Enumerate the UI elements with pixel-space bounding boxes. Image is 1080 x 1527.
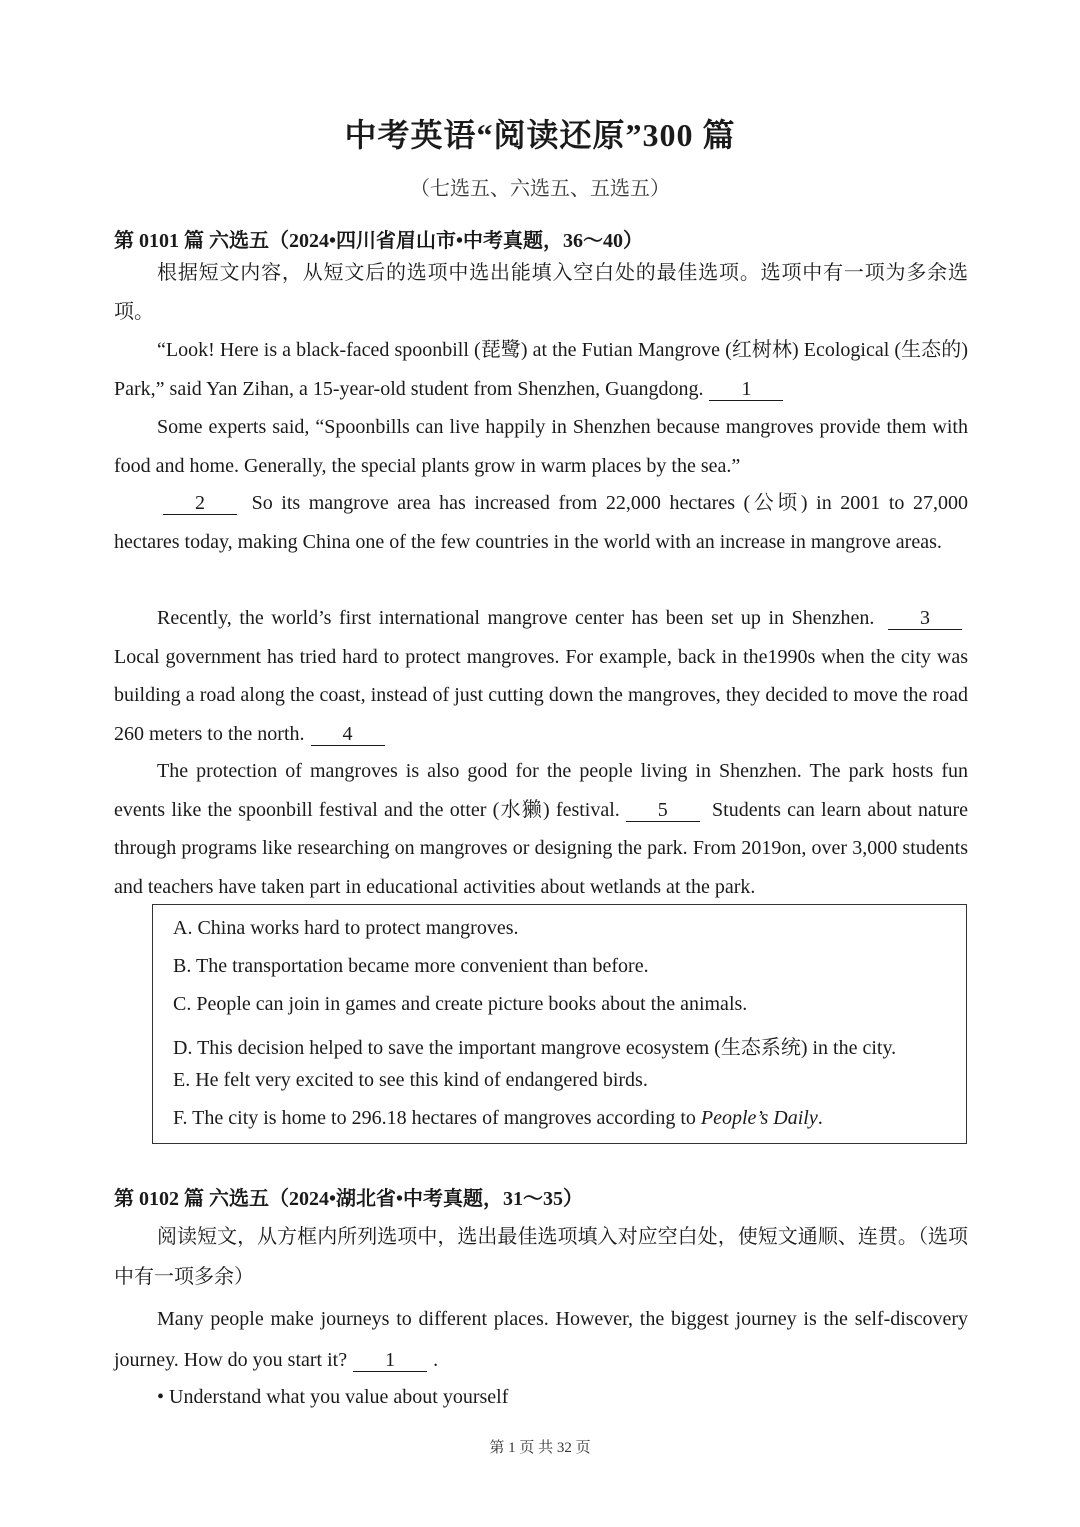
section-1-paragraph-2: Some experts said, “Spoonbills can live happily in Shenzhen because mangroves provide them with food and home. Generally, the special plants grow in warm places by the sea.” (114, 416, 968, 477)
paragraph-text: Students can learn about nature through programs like researching on mangroves or designing the park. From 2019on, over 3,000 students and teachers have taken part in educational activities about wetlands at the park. (114, 798, 968, 898)
paragraph-text: So its mangrove area has increased from 22,000 hectares (公顷) in 2001 to 27,000 hectares today, making China one of the few countries in the world with an increase in mangrove areas. (114, 492, 968, 553)
answer-blank-1: 1 (709, 378, 783, 401)
option-f-text: F. The city is home to 296.18 hectares of mangroves according to (173, 1107, 696, 1129)
section-1-paragraph-3 (114, 484, 968, 561)
paragraph-text: Local government has tried hard to protect mangroves. For example, back in the1990s when the city was building a road along the coast, instead of just cutting down the mangroves, they decided to move the road 260 meters to the north. (114, 645, 968, 745)
paragraph-text: Many people make journeys to different places. However, the biggest journey is the self-discovery journey. How do you start it? (114, 1308, 968, 1371)
paragraph-text: Recently, the world’s first international mangrove center has been set up in Shenzhen. (157, 607, 875, 629)
section-2-instruction: 阅读短文，从方框内所列选项中，选出最佳选项填入对应空白处，使短文通顺、连贯。（选项中有一项多余） (114, 1226, 968, 1288)
answer-blank-2: 2 (163, 492, 237, 515)
section-1-paragraph-4 (114, 599, 968, 753)
option-e: E. He felt very excited to see this kind of endangered birds. (173, 1069, 648, 1091)
section-2-heading: 第 0102 篇 六选五（2024•湖北省•中考真题，31～35） (114, 1188, 584, 1210)
paragraph-text: “Look! Here is a black-faced spoonbill (琵鹭) at the Futian Mangrove (红树林) Ecological (生态的) Park,” said Yan Zihan, a 15-year-old student from Shenzhen, Guangdong. (114, 339, 968, 400)
page-footer: 第 1 页 共 32 页 (489, 1440, 591, 1456)
answer-blank-1: 1 (353, 1349, 427, 1372)
paragraph-end: . (433, 1349, 439, 1371)
options-box (152, 904, 967, 1144)
bullet-point: • Understand what you value about yourself (157, 1386, 509, 1408)
section-1-instruction: 根据短文内容，从短文后的选项中选出能填入空白处的最佳选项。选项中有一项为多余选项。 (114, 262, 968, 323)
section-1-paragraph-1 (114, 331, 968, 408)
section-1-heading: 第 0101 篇 六选五（2024•四川省眉山市•中考真题，36～40） (114, 230, 644, 252)
option-b: B. The transportation became more convenient than before. (173, 955, 649, 977)
answer-blank-3: 3 (888, 607, 962, 630)
option-f-end: . (817, 1107, 823, 1129)
option-a: A. China works hard to protect mangroves. (173, 917, 519, 939)
answer-blank-5: 5 (626, 799, 700, 822)
option-c: C. People can join in games and create picture books about the animals. (173, 993, 748, 1015)
option-d: D. This decision helped to save the important mangrove ecosystem (生态系统) in the city. (173, 1037, 897, 1059)
document-subtitle: （七选五、六选五、五选五） (410, 178, 670, 200)
document-title: 中考英语“阅读还原”300 篇 (344, 117, 736, 153)
option-f (173, 1107, 823, 1130)
answer-blank-4: 4 (311, 723, 385, 746)
paragraph-text: The protection of mangroves is also good for the people living in Shenzhen. The park hosts fun events like the spoonbill festival and the otter (水獭) festival. (114, 760, 968, 821)
option-f-source: People’s Daily (700, 1107, 818, 1129)
section-1-paragraph-5 (114, 752, 968, 906)
section-2-paragraph-1 (114, 1299, 968, 1381)
